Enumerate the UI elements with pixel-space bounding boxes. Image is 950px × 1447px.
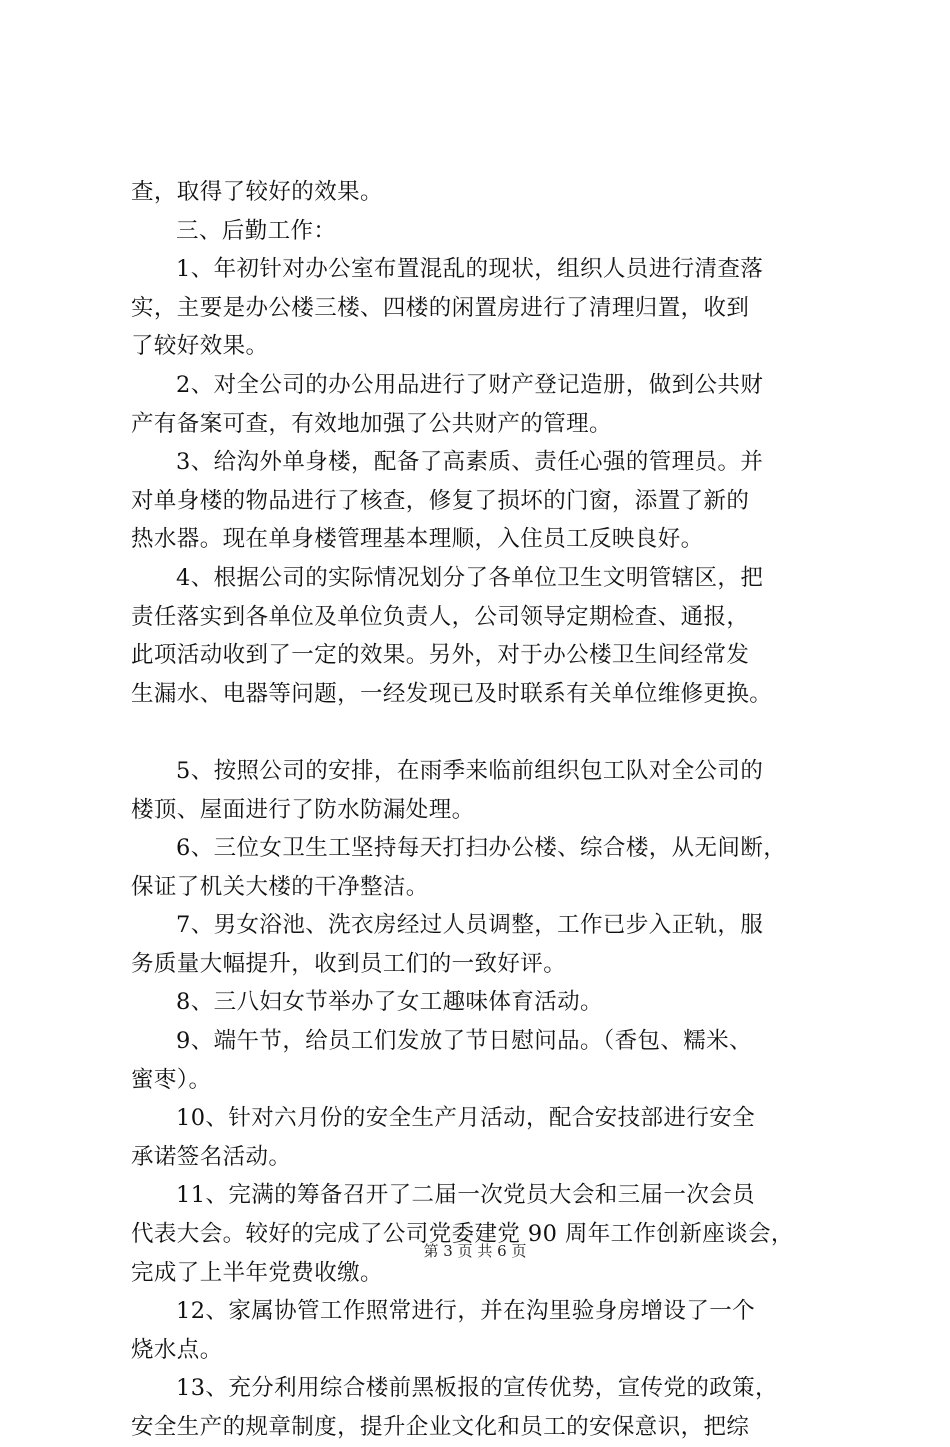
text-line: 8、三八妇女节举办了女工趣味体育活动。	[176, 989, 603, 1016]
text-line: 责任落实到各单位及单位负责人，公司领导定期检查、通报，	[131, 603, 750, 630]
text-line: 11、完满的筹备召开了二届一次党员大会和三届一次会员	[176, 1182, 756, 1209]
text-line: 生漏水、电器等问题，一经发现已及时联系有关单位维修更换。	[131, 680, 773, 707]
text-line: 9、端午节，给员工们发放了节日慰问品。（香包、糯米、	[176, 1028, 752, 1055]
text-line: 3、给沟外单身楼，配备了高素质、责任心强的管理员。并	[176, 449, 764, 476]
text-line: 产有备案可查，有效地加强了公共财产的管理。	[131, 410, 612, 437]
text-line: 13、充分利用综合楼前黑板报的宣传优势，宣传党的政策，	[176, 1375, 778, 1402]
text-line: 了较好效果。	[131, 333, 269, 360]
text-line: 务质量大幅提升，收到员工们的一致好评。	[131, 950, 567, 977]
text-line: 保证了机关大楼的干净整洁。	[131, 873, 429, 900]
text-line: 实，主要是办公楼三楼、四楼的闲置房进行了清理归置，收到	[131, 294, 750, 321]
text-line: 烧水点。	[131, 1336, 223, 1363]
text-line: 三、后勤工作：	[176, 217, 337, 244]
text-line: 对单身楼的物品进行了核查，修复了损坏的门窗，添置了新的	[131, 487, 750, 514]
text-line: 12、家属协管工作照常进行，并在沟里验身房增设了一个	[176, 1298, 756, 1325]
text-line: 10、针对六月份的安全生产月活动，配合安技部进行安全	[176, 1105, 756, 1132]
text-line: 安全生产的规章制度，提升企业文化和员工的安保意识，把综	[131, 1414, 750, 1440]
text-line: 查，取得了较好的效果。	[131, 179, 383, 205]
text-line: 6、三位女卫生工坚持每天打扫办公楼、综合楼，从无间断，	[176, 835, 787, 862]
text-line: 完成了上半年党费收缴。	[131, 1259, 383, 1286]
text-line: 楼顶、屋面进行了防水防漏处理。	[131, 796, 475, 823]
text-line: 代表大会。较好的完成了公司党委建党 90 周年工作创新座谈会，	[131, 1221, 794, 1248]
text-line: 5、按照公司的安排，在雨季来临前组织包工队对全公司的	[176, 757, 764, 784]
text-line: 承诺签名活动。	[131, 1143, 292, 1170]
text-line: 蜜枣）。	[131, 1066, 212, 1093]
text-line: 此项活动收到了一定的效果。另外，对于办公楼卫生间经常发	[131, 642, 750, 669]
text-line: 7、男女浴池、洗衣房经过人员调整，工作已步入正轨，服	[176, 912, 764, 939]
text-line: 1、年初针对办公室布置混乱的现状，组织人员进行清查落	[176, 256, 764, 283]
text-line: 2、对全公司的办公用品进行了财产登记造册，做到公共财	[176, 371, 764, 398]
text-line: 热水器。现在单身楼管理基本理顺，入住员工反映良好。	[131, 526, 704, 553]
page-number-footer: 第 3 页 共 6 页	[423, 1242, 527, 1260]
blank-line	[131, 713, 845, 752]
text-line: 4、根据公司的实际情况划分了各单位卫生文明管辖区，把	[176, 564, 764, 591]
